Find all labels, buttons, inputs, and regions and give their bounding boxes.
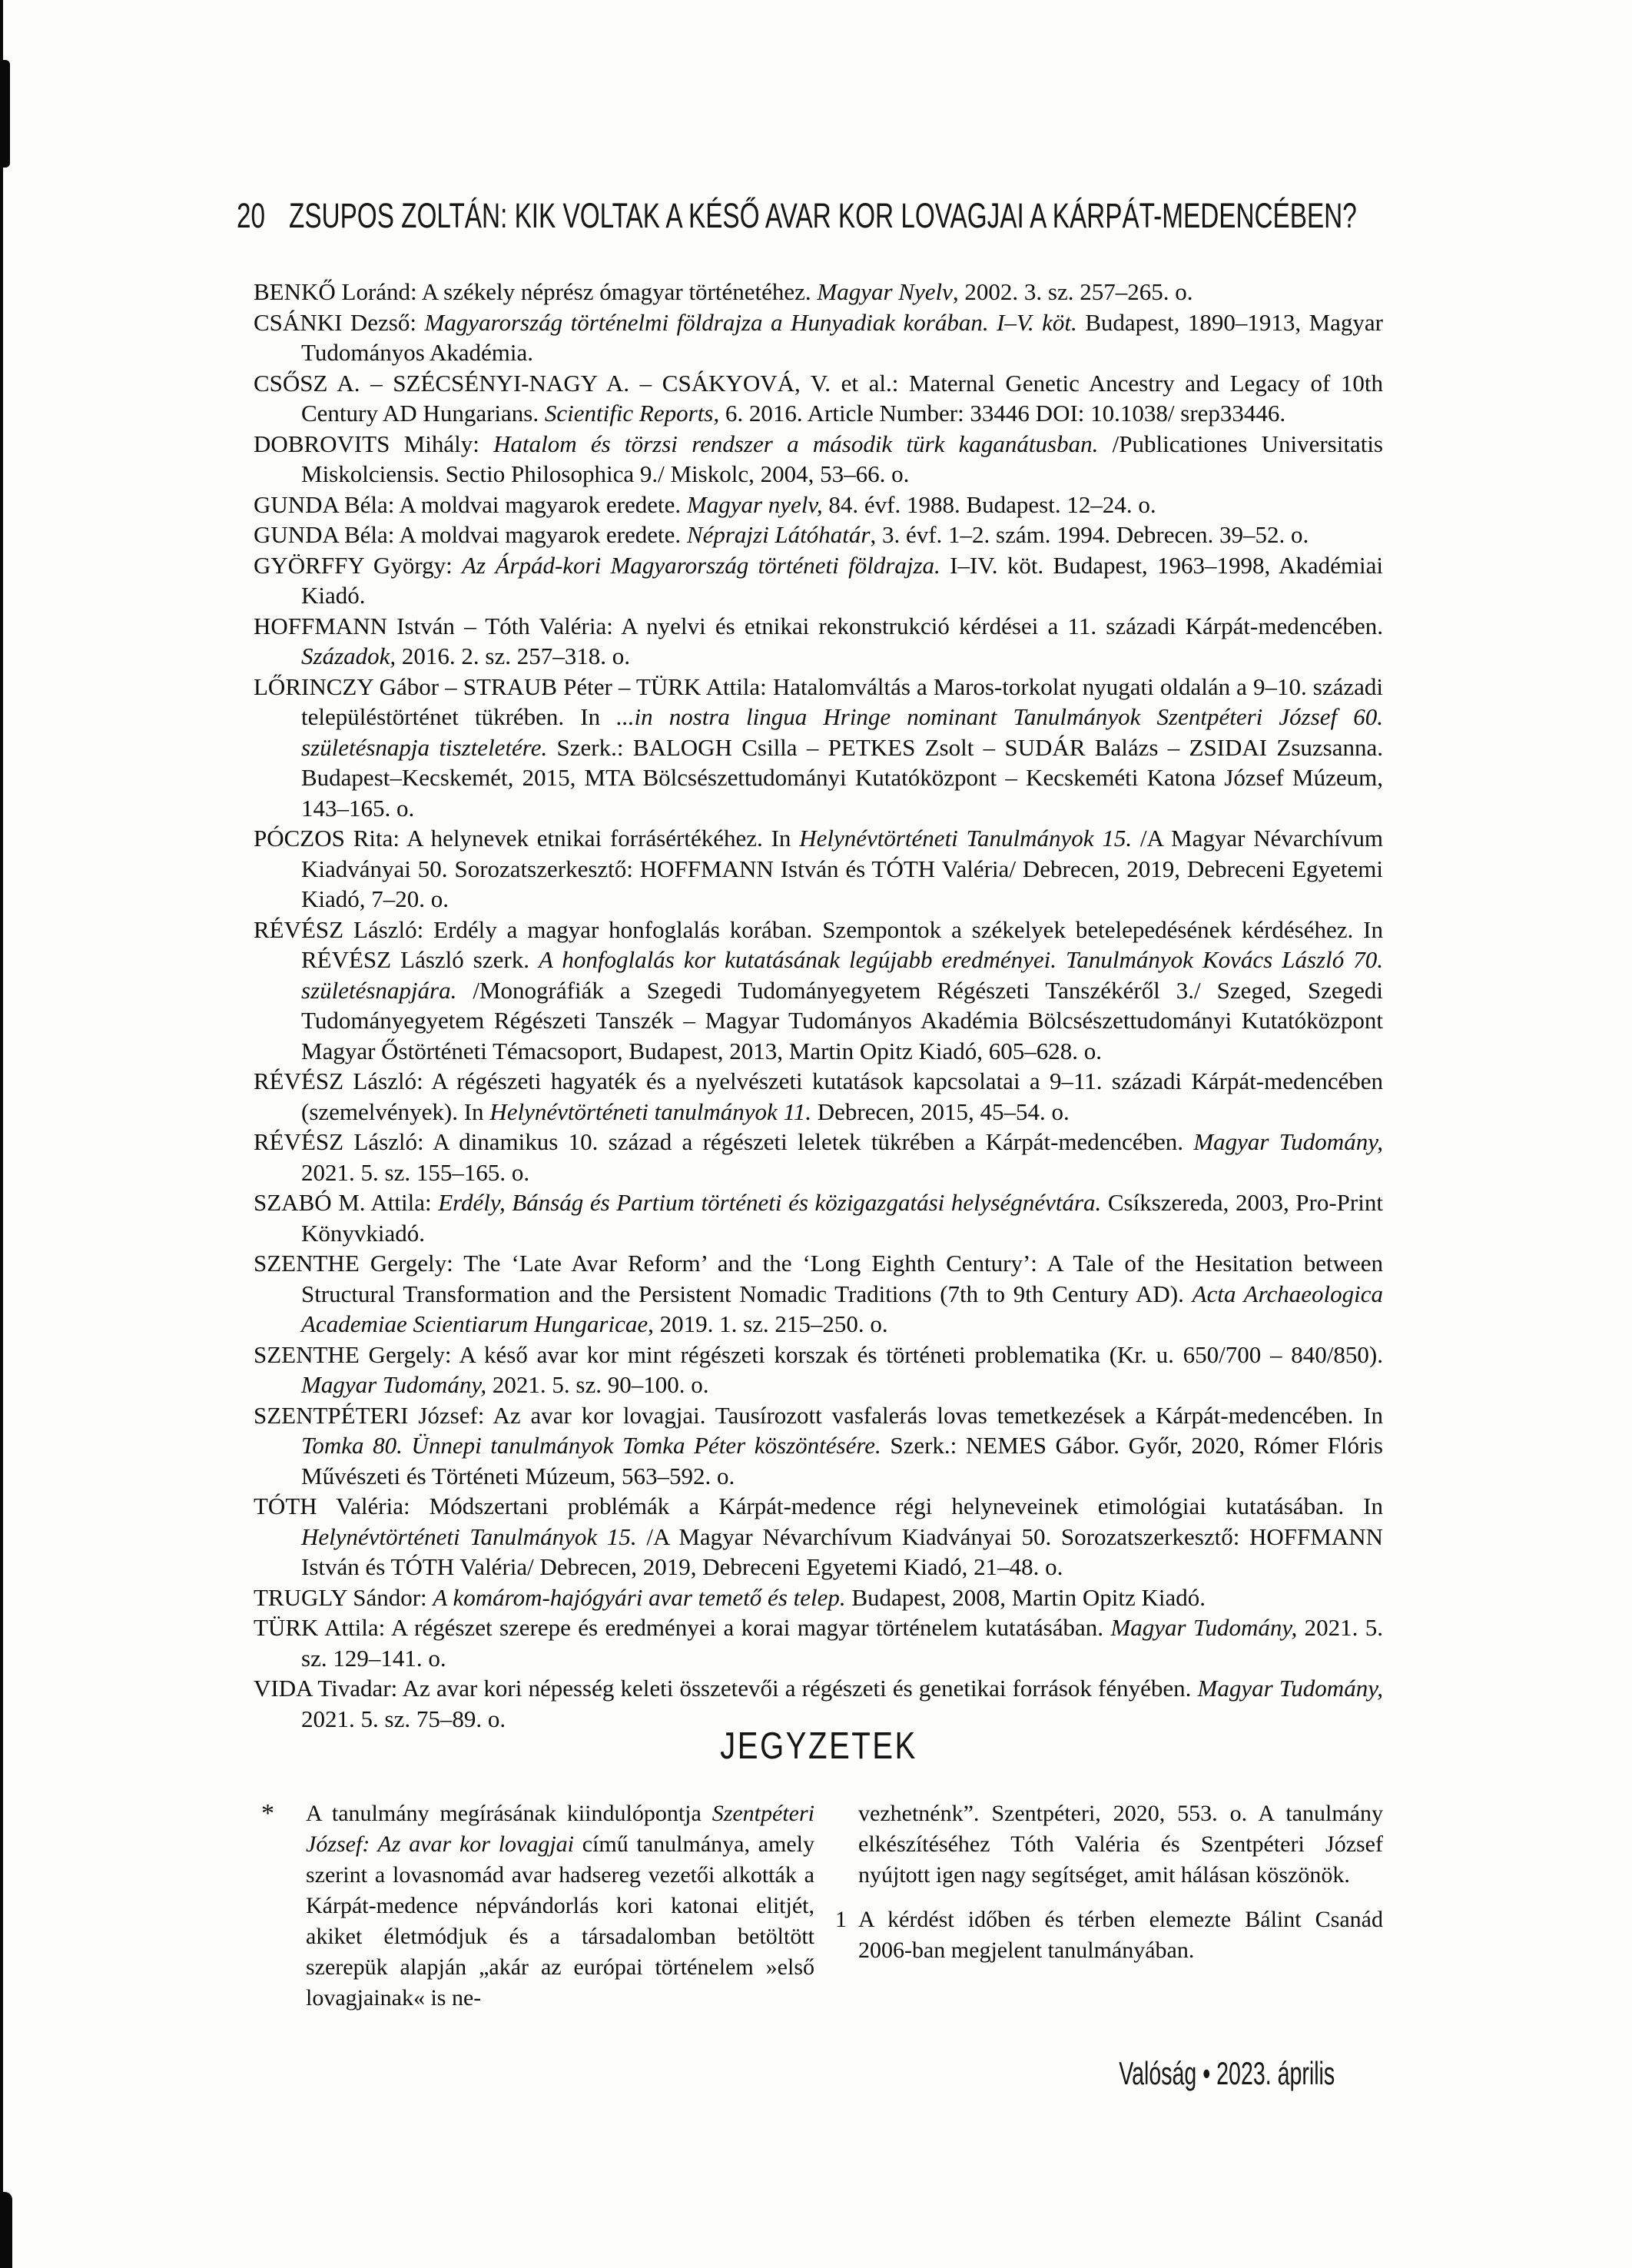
bibliography-entry	[254, 550, 1383, 611]
bibliography-entry	[254, 368, 1383, 429]
text-run: RÉVÉSZ László: Erdély a magyar honfoglalás korában. Szempontok a székelyek betelepedésének kérdéséhez. In RÉVÉSZ László szerk.	[254, 915, 1383, 973]
text-run: , 2019. 1. sz. 215–250. o.	[648, 1310, 888, 1337]
footnote-text	[858, 1801, 1383, 1888]
footnote-marker: 1	[835, 1907, 847, 1932]
footnote	[858, 1798, 1383, 1891]
text-run: A kérdést időben és térben elemezte Bálint Csanád 2006-ban megjelent tanulmányában.	[858, 1907, 1383, 1963]
text-run: /A Magyar Névarchívum Kiadványai 50. Sorozatszerkesztő: HOFFMANN István és TÓTH Valéria/ Debrecen, 2019, Debreceni Egyetemi Kiadó, 21–48. o.	[301, 1523, 1383, 1580]
text-run: BENKŐ Loránd: A székely néprész ómagyar történetéhez.	[254, 278, 818, 305]
italic-text-run: Néprajzi Látóhatár	[686, 521, 871, 548]
italic-text-run: ...in nostra lingua Hringe nominant Tanulmányok Szentpéteri József 60. születésnapja tiszteletére.	[301, 703, 1384, 761]
bibliography-entry	[254, 1187, 1383, 1248]
bibliography-entry	[254, 1612, 1383, 1673]
journal-footer	[1017, 2057, 1335, 2091]
italic-text-run: Hatalom és törzsi rendszer a második türk kaganátusban.	[493, 430, 1099, 457]
italic-text-run: Tomka 80. Ünnepi tanulmányok Tomka Péter köszöntésére.	[301, 1432, 881, 1459]
footnote	[835, 1904, 1383, 1966]
notes-heading	[254, 1726, 1383, 1766]
text-run: vezhetnénk”. Szentpéteri, 2020, 553. o. A tanulmány elkészítéséhez Tóth Valéria és Szentpéteri József nyújtott igen nagy segítséget, amit hálásan köszönök.	[858, 1801, 1383, 1888]
bibliography-entry	[254, 672, 1383, 824]
text-run: Szerk.: BALOGH Csilla – PETKES Zsolt – SUDÁR Balázs – ZSIDAI Zsuzsanna. Budapest–Kecskemét, 2015, MTA Bölcsészettudományi Kutatóközpont – Kecskeméti Katona József Múzeum, 143–165. o.	[301, 733, 1383, 822]
scan-artifact-left-edge	[0, 0, 3, 2268]
scan-artifact-top-left	[0, 60, 10, 168]
text-run: I–IV. köt. Budapest, 1963–1998, Akadémiai Kiadó.	[301, 551, 1383, 609]
italic-text-run: Magyar Tudomány,	[1110, 1614, 1298, 1641]
text-run: SZABÓ M. Attila:	[254, 1189, 439, 1216]
footnotes-right-column	[835, 1798, 1383, 1966]
text-run: Debrecen, 2015, 45–54. o.	[811, 1097, 1070, 1125]
bibliography-list	[254, 277, 1383, 1734]
bibliography-entry	[254, 429, 1383, 490]
text-run: A tanulmány megírásának kiindulópontja	[306, 1801, 712, 1826]
bibliography-entry	[254, 611, 1383, 672]
text-run: TÜRK Attila: A régészet szerepe és eredményei a korai magyar történelem kutatásában.	[254, 1614, 1111, 1641]
footnote-text	[306, 1801, 814, 2011]
text-run: GUNDA Béla: A moldvai magyarok eredete.	[254, 521, 687, 548]
bibliography-entry	[254, 1127, 1383, 1187]
text-run: Budapest, 1890–1913, Magyar Tudományos Akadémia.	[301, 308, 1383, 366]
italic-text-run: Magyar Tudomány,	[1193, 1128, 1383, 1155]
italic-text-run: Szentpéteri József: Az avar kor lovagjai	[306, 1801, 814, 1857]
text-run: 2021. 5. sz. 75–89. o.	[301, 1705, 506, 1732]
bibliography-entry	[254, 1491, 1383, 1582]
italic-text-run: Acta Archaeologica Academiae Scientiarum Hungaricae	[301, 1280, 1383, 1337]
text-run: /Publicationes Universitatis Miskolciensis. Sectio Philosophica 9./ Miskolc, 2004, 53–66. o.	[301, 430, 1383, 487]
italic-text-run: Magyar nyelv,	[686, 490, 823, 518]
text-run: HOFFMANN István – Tóth Valéria: A nyelvi és etnikai rekonstrukció kérdései a 11. századi Kárpát-medencében.	[254, 612, 1383, 639]
text-run: 84. évf. 1988. Budapest. 12–24. o.	[822, 490, 1156, 518]
text-run: CSŐSZ A. – SZÉCSÉNYI-NAGY A. – CSÁKYOVÁ, V. et al.: Maternal Genetic Ancestry and Legacy of 10th Century AD Hungarians.	[254, 369, 1383, 427]
italic-text-run: Helynévtörténeti Tanulmányok 15.	[799, 825, 1133, 852]
text-run: /A Magyar Névarchívum Kiadványai 50. Sorozatszerkesztő: HOFFMANN István és TÓTH Valéria/ Debrecen, 2019, Debreceni Egyetemi Kiadó, 7–20. o.	[301, 825, 1383, 912]
text-run: TÓTH Valéria: Módszertani problémák a Kárpát-medence régi helyneveinek etimológiai kutatásában. In	[254, 1493, 1383, 1519]
text-run: TRUGLY Sándor:	[254, 1583, 433, 1611]
text-run: DOBROVITS Mihály:	[254, 430, 494, 457]
bibliography-entry	[254, 1066, 1383, 1127]
bibliography-entry	[254, 823, 1383, 915]
text-run: , 2002. 3. sz. 257–265. o.	[952, 278, 1193, 305]
bibliography-entry	[254, 520, 1383, 550]
text-run: Csíkszereda, 2003, Pro-Print Könyvkiadó.	[301, 1189, 1383, 1247]
text-run: GYÖRFFY György:	[254, 551, 463, 579]
italic-text-run: Századok,	[301, 643, 396, 669]
italic-text-run: Scientific Reports,	[544, 400, 720, 427]
text-run: című tanulmánya, amely szerint a lovasnomád avar hadsereg vezetői alkották a Kárpát-medence népvándorlás kori katonai elitjét, akiket életmódjuk és a társadalomban betöltött szerepük alapján „akár az európai történelem »első lovagjainak« is ne-	[306, 1831, 814, 2011]
bibliography-entry	[254, 1248, 1383, 1340]
bibliography-entry	[254, 307, 1383, 368]
text-run: RÉVÉSZ László: A dinamikus 10. század a régészeti leletek tükrében a Kárpát-medencében.	[254, 1128, 1194, 1155]
text-run: , 3. évf. 1–2. szám. 1994. Debrecen. 39–52. o.	[870, 521, 1309, 548]
text-run: 2021. 5. sz. 129–141. o.	[301, 1614, 1383, 1672]
italic-text-run: Magyar Tudomány,	[301, 1371, 487, 1398]
bibliography-entry	[254, 1582, 1383, 1613]
text-run: PÓCZOS Rita: A helynevek etnikai forrásértékéhez. In	[254, 825, 800, 852]
text-run: 2021. 5. sz. 155–165. o.	[301, 1158, 530, 1186]
italic-text-run: Helynévtörténeti Tanulmányok 15.	[301, 1523, 637, 1550]
footnote-text	[858, 1907, 1383, 1963]
journal-footer-text: Valóság • 2023. április	[1119, 2055, 1335, 2091]
scan-artifact-bottom-left	[0, 2192, 12, 2268]
italic-text-run: Erdély, Bánság és Partium történeti és közigazgatási helységnévtára.	[438, 1189, 1102, 1216]
text-run: SZENTHE Gergely: The ‘Late Avar Reform’ and the ‘Long Eighth Century’: A Tale of the Hesitation between Structural Transformation and the Persistent Nomadic Traditions (7th to 9th Century AD).	[254, 1250, 1383, 1307]
text-run: /Monográfiák a Szegedi Tudományegyetem Régészeti Tanszékéről 3./ Szeged, Szegedi Tudományegyetem Régészeti Tanszék – Magyar Tudományos Akadémia Bölcsészettudományi Kutatóközpont Magyar Őstörténeti Témacsoport, Budapest, 2013, Martin Opitz Kiadó, 605–628. o.	[301, 976, 1383, 1064]
footnotes-left-column	[261, 1798, 814, 2014]
text-run: 2016. 2. sz. 257–318. o.	[396, 643, 630, 669]
italic-text-run: Helynévtörténeti tanulmányok 11.	[489, 1097, 811, 1125]
notes-heading-text: JEGYZETEK	[719, 1725, 917, 1767]
footnote	[261, 1798, 814, 2014]
bibliography-entry	[254, 1400, 1383, 1492]
running-header	[237, 198, 1632, 234]
text-run: GUNDA Béla: A moldvai magyarok eredete.	[254, 490, 687, 518]
italic-text-run: Magyar Tudomány,	[1197, 1675, 1383, 1702]
text-run: VIDA Tivadar: Az avar kori népesség keleti összetevői a régészeti és genetikai források fényében.	[254, 1675, 1198, 1702]
italic-text-run: Magyarország történelmi földrajza a Hunyadiak korában. I–V. köt.	[424, 308, 1077, 336]
italic-text-run: A komárom-hajógyári avar temető és telep.	[433, 1583, 846, 1611]
text-run: SZENTPÉTERI József: Az avar kor lovagjai. Tausírozott vasfalerás lovas temetkezések a Kárpát-medencében. In	[254, 1401, 1383, 1429]
text-run: 6. 2016. Article Number: 33446 DOI: 10.1038/ srep33446.	[719, 400, 1286, 427]
text-run: 2021. 5. sz. 90–100. o.	[486, 1371, 709, 1398]
text-run: CSÁNKI Dezső:	[254, 308, 425, 336]
text-run: SZENTHE Gergely: A késő avar kor mint régészeti korszak és történeti problematika (Kr. u. 650/700 – 840/850).	[254, 1340, 1383, 1368]
bibliography-entry	[254, 1340, 1383, 1400]
running-header-title: ZSUPOS ZOLTÁN: KIK VOLTAK A KÉSŐ AVAR KOR LOVAGJAI A KÁRPÁT-MEDENCÉBEN?	[289, 196, 1357, 235]
bibliography-entry	[254, 915, 1383, 1067]
bibliography-entry	[254, 277, 1383, 307]
text-run: Szerk.: NEMES Gábor. Győr, 2020, Rómer Flóris Művészeti és Történeti Múzeum, 563–592. o.	[301, 1432, 1383, 1489]
italic-text-run: Az Árpád-kori Magyarország történeti földrajza.	[462, 551, 940, 579]
text-run: RÉVÉSZ László: A régészeti hagyaték és a nyelvészeti kutatások kapcsolatai a 9–11. századi Kárpát-medencében (szemelvények). In	[254, 1068, 1383, 1125]
italic-text-run: A honfoglalás kor kutatásának legújabb eredményei. Tanulmányok Kovács László 70. születésnapjára.	[301, 946, 1383, 1004]
page-number: 20	[237, 196, 266, 235]
footnote-marker: *	[261, 1799, 274, 1828]
italic-text-run: Magyar Nyelv	[817, 278, 953, 305]
bibliography-entry	[254, 490, 1383, 520]
text-run: Budapest, 2008, Martin Opitz Kiadó.	[845, 1583, 1206, 1611]
text-run: LŐRINCZY Gábor – STRAUB Péter – TÜRK Attila: Hatalomváltás a Maros-torkolat nyugati oldalán a 9–10. századi településtörténet tükrében. In	[254, 672, 1383, 730]
